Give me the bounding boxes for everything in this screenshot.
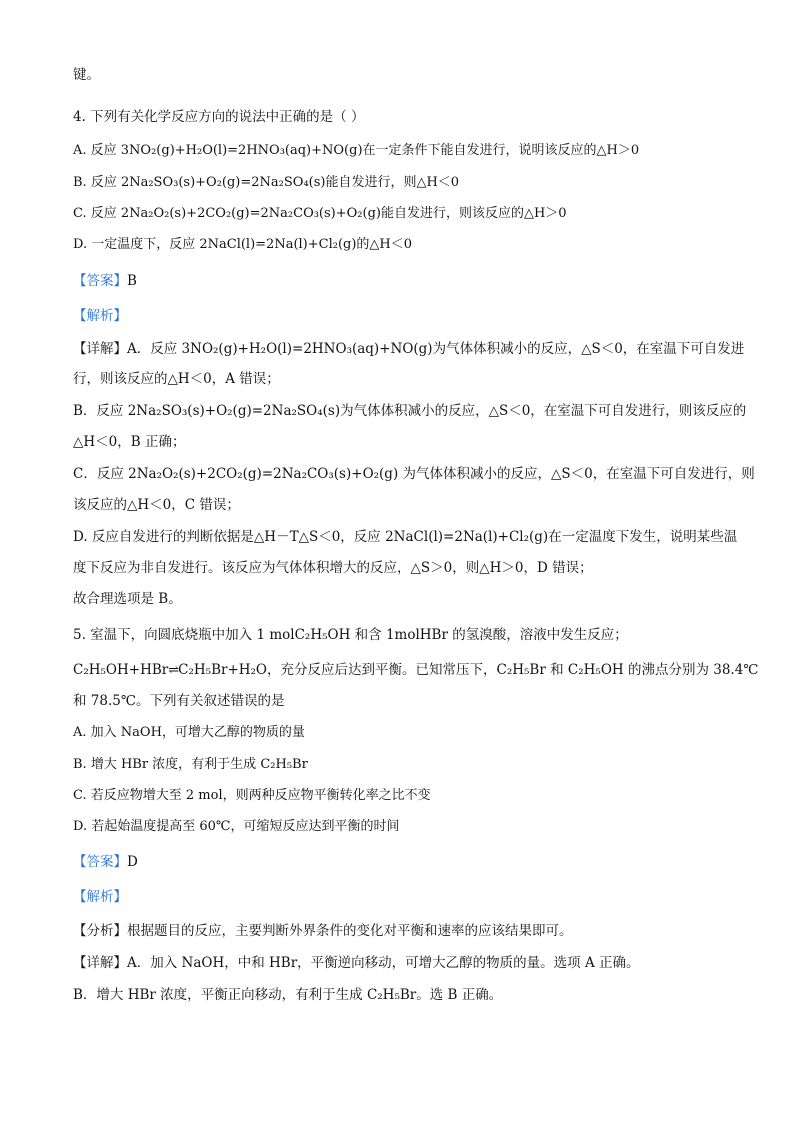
question-5-stem-line-3: 和 78.5℃。下列有关叙述错误的是 xyxy=(73,693,285,709)
text-line: 键。 xyxy=(73,67,100,83)
question-4-option-c: C. 反应 2Na₂O₂(s)+2CO₂(g)=2Na₂CO₃(s)+O₂(g)能自发进行，则该反应的△H＞0 xyxy=(73,206,567,221)
question-5-option-d: D. 若起始温度提高至 60℃，可缩短反应达到平衡的时间 xyxy=(73,819,400,834)
analysis-5-line xyxy=(73,922,573,940)
explanation-4-line-9: 故合理选项是 B。 xyxy=(73,591,182,607)
reaction-right: C₂H₅Br+H₂O，充分反应后达到平衡。已知常压下，C₂H₅Br 和 C₂H₅OH 的沸点分别为 38.4℃ xyxy=(178,662,759,678)
answer-value: B xyxy=(127,273,137,289)
explanation-text: A．加入 NaOH，中和 HBr，平衡逆向移动，可增大乙醇的物质的量。选项 A 正确。 xyxy=(127,955,640,971)
reaction-left: C₂H₅OH+HBr xyxy=(73,662,169,678)
explanation-4-line-4: △H＜0，B 正确； xyxy=(73,434,186,450)
analysis-tag: 【解析】 xyxy=(73,308,127,324)
question-5-option-b: B. 增大 HBr 浓度，有利于生成 C₂H₅Br xyxy=(73,757,308,772)
question-5-option-a: A. 加入 NaOH，可增大乙醇的物质的量 xyxy=(73,725,305,740)
answer-tag: 【答案】 xyxy=(73,854,127,870)
explanation-4-line-3: B．反应 2Na₂SO₃(s)+O₂(g)=2Na₂SO₄(s)为气体体积减小的反应，△S＜0，在室温下可自发进行，则该反应的 xyxy=(73,403,747,419)
explanation-text: A．反应 3NO₂(g)+H₂O(l)=2HNO₃(aq)+NO(g)为气体体积减小的反应，△S＜0，在室温下可自发进 xyxy=(127,341,745,357)
equilibrium-arrow-icon: ⇌ xyxy=(168,663,179,678)
question-4-stem: 4. 下列有关化学反应方向的说法中正确的是（ ） xyxy=(73,109,365,125)
explanation-4-line-6: 该反应的△H＜0，C 错误； xyxy=(73,497,240,513)
question-5-stem-line-2 xyxy=(73,661,758,680)
analysis-text: 根据题目的反应，主要判断外界条件的变化对平衡和速率的应该结果即可。 xyxy=(127,923,573,939)
question-5-stem-line-1: 5. 室温下，向圆底烧瓶中加入 1 molC₂H₅OH 和含 1molHBr 的氢溴酸，溶液中发生反应； xyxy=(73,627,628,643)
question-4-option-d: D. 一定温度下，反应 2NaCl(l)=2Na(l)+Cl₂(g)的△H＜0 xyxy=(73,237,413,252)
question-5-option-c: C. 若反应物增大至 2 mol，则两种反应物平衡转化率之比不变 xyxy=(73,788,431,803)
explanation-4-line-1 xyxy=(73,340,744,358)
explanation-5-line-1 xyxy=(73,954,640,972)
explanation-5-line-2: B．增大 HBr 浓度，平衡正向移动，有利于生成 C₂H₅Br。选 B 正确。 xyxy=(73,987,503,1003)
answer-tag: 【答案】 xyxy=(73,273,127,289)
explanation-4-line-8: 度下反应为非自发进行。该反应为气体体积增大的反应，△S＞0，则△H＞0，D 错误； xyxy=(73,560,593,576)
explanation-4-line-2: 行，则该反应的△H＜0，A 错误； xyxy=(73,371,280,387)
analysis-tag: 【解析】 xyxy=(73,889,127,905)
question-4-option-a: A. 反应 3NO₂(g)+H₂O(l)=2HNO₃(aq)+NO(g)在一定条件下能自发进行，说明该反应的△H＞0 xyxy=(73,143,640,158)
question-4-option-b: B. 反应 2Na₂SO₃(s)+O₂(g)=2Na₂SO₄(s)能自发进行，则△H＜0 xyxy=(73,175,460,190)
answer-4 xyxy=(73,272,137,290)
explanation-tag: 【详解】 xyxy=(73,341,127,357)
explanation-4-line-5: C．反应 2Na₂O₂(s)+2CO₂(g)=2Na₂CO₃(s)+O₂(g) 为气体体积减小的反应，△S＜0，在室温下可自发进行，则 xyxy=(73,466,755,482)
analysis-sub-tag: 【分析】 xyxy=(73,923,127,939)
explanation-4-line-7: D. 反应自发进行的判断依据是△H－T△S＜0，反应 2NaCl(l)=2Na(l)+Cl₂(g)在一定温度下发生，说明某些温 xyxy=(73,529,738,545)
answer-5 xyxy=(73,853,138,871)
answer-value: D xyxy=(127,854,138,870)
explanation-tag: 【详解】 xyxy=(73,955,127,971)
